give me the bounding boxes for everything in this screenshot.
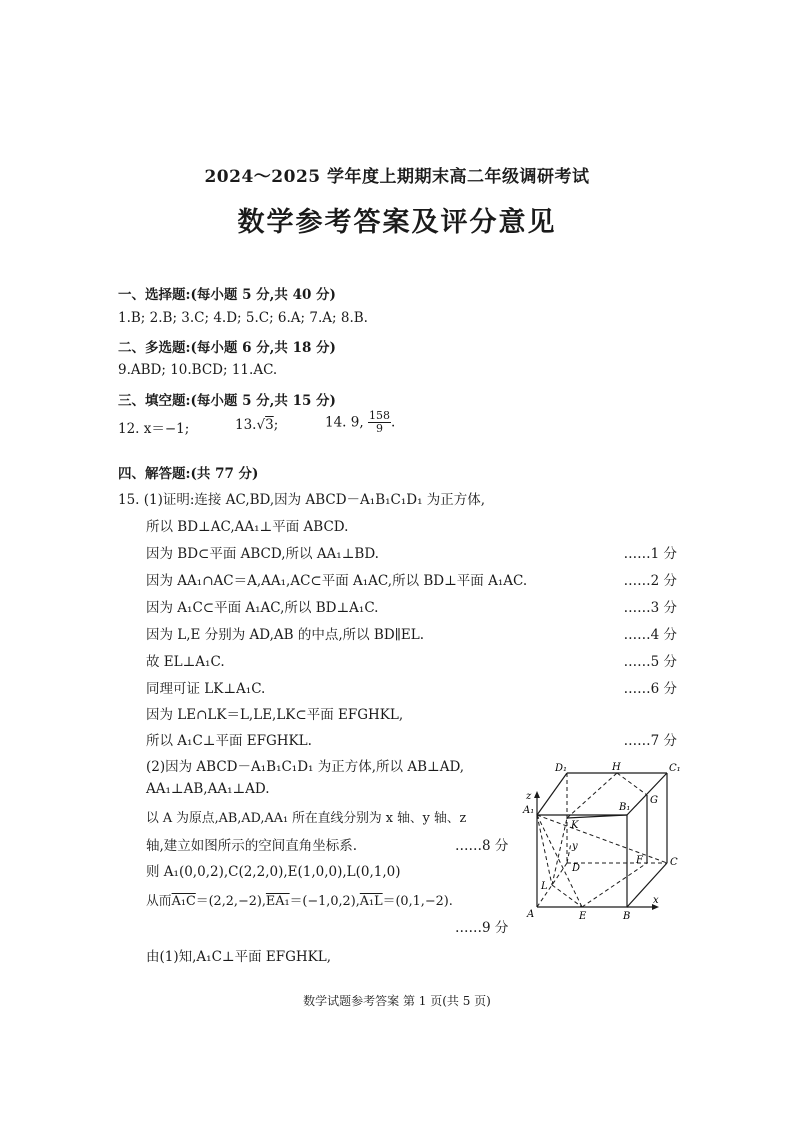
answer-14-suffix: . bbox=[390, 414, 396, 431]
q15-points-2: ……2 分 bbox=[623, 573, 677, 589]
q15-line-10: 所以 A₁C⊥平面 EFGHKL. bbox=[146, 733, 312, 749]
label-b1: B₁ bbox=[619, 802, 631, 813]
q15-line-16-prefix: 从而 bbox=[146, 894, 172, 909]
label-z: z bbox=[526, 791, 532, 802]
q15-line-6: 因为 L,E 分别为 AD,AB 的中点,所以 BD∥EL. bbox=[146, 627, 425, 643]
answer-14 bbox=[325, 410, 395, 435]
segment-k-h bbox=[567, 773, 617, 818]
segment-a1-l bbox=[537, 815, 552, 885]
answer-13 bbox=[235, 417, 278, 433]
y-axis bbox=[567, 843, 571, 863]
label-x: x bbox=[653, 895, 659, 906]
q15-line-5: 因为 A₁C⊂平面 A₁AC,所以 BD⊥A₁C. bbox=[146, 600, 379, 616]
cube-figure bbox=[515, 755, 690, 925]
fraction-numerator: 158 bbox=[368, 409, 390, 422]
document-title: 数学参考答案及评分意见 bbox=[237, 207, 557, 238]
z-arrow-icon bbox=[534, 791, 540, 798]
q15-line-12: AA₁⊥AB,AA₁⊥AD. bbox=[146, 781, 270, 797]
label-c: C bbox=[670, 857, 678, 868]
segment-e-f bbox=[582, 863, 647, 907]
q15-line-14: 轴,建立如图所示的空间直角坐标系. bbox=[146, 838, 358, 854]
label-e: E bbox=[579, 911, 587, 922]
q15-points-7: ……7 分 bbox=[623, 733, 677, 749]
label-k: K bbox=[571, 820, 579, 831]
q15-line-7: 故 EL⊥A₁C. bbox=[146, 654, 225, 670]
label-f: F bbox=[636, 855, 643, 866]
label-d: D bbox=[572, 863, 581, 874]
segment-l-k bbox=[552, 818, 567, 885]
exam-title: 2024～2025 学年度上期期末高二年级调研考试 bbox=[204, 167, 590, 187]
q15-line-9: 因为 LE∩LK＝L,LE,LK⊂平面 EFGHKL, bbox=[146, 707, 404, 723]
answer-14-prefix: 14. 9, bbox=[325, 414, 364, 431]
section-2-answers: 9.ABD; 10.BCD; 11.AC. bbox=[118, 362, 278, 378]
q15-line-8: 同理可证 LK⊥A₁C. bbox=[146, 681, 266, 697]
q15-points-1: ……1 分 bbox=[623, 546, 677, 562]
page-footer: 数学试题参考答案 第 1 页(共 5 页) bbox=[303, 994, 491, 1008]
q15-points-4: ……4 分 bbox=[623, 627, 677, 643]
section-4-heading: 四、解答题:(共 77 分) bbox=[118, 466, 259, 482]
q15-line-1: 15. (1)证明:连接 AC,BD,因为 ABCD－A₁B₁C₁D₁ 为正方体, bbox=[118, 492, 486, 508]
label-a1: A₁ bbox=[523, 805, 535, 816]
vector-a1l: A₁L bbox=[359, 894, 383, 909]
label-b: B bbox=[623, 911, 631, 922]
segment-h-g bbox=[617, 773, 647, 795]
vector-ea1: EA₁ bbox=[265, 894, 290, 909]
q15-line-11: (2)因为 ABCD－A₁B₁C₁D₁ 为正方体,所以 AB⊥AD, bbox=[146, 759, 465, 775]
edge-a1-d1 bbox=[537, 773, 567, 815]
front-face bbox=[537, 815, 627, 907]
answer-14-fraction bbox=[368, 410, 391, 435]
label-g: G bbox=[650, 795, 658, 806]
q15-line-17: 由(1)知,A₁C⊥平面 EFGHKL, bbox=[146, 949, 332, 965]
section-2-heading: 二、多选题:(每小题 6 分,共 18 分) bbox=[118, 340, 336, 356]
edge-b-c bbox=[627, 863, 667, 907]
vector-a1l-value: ＝(0,1,−2). bbox=[382, 894, 453, 909]
q15-line-2: 所以 BD⊥AC,AA₁⊥平面 ABCD. bbox=[146, 519, 349, 535]
label-a: A bbox=[527, 909, 535, 920]
vector-ea1-value: ＝(−1,0,2), bbox=[289, 894, 360, 909]
label-c1: C₁ bbox=[669, 763, 681, 774]
answer-13-value: 3 bbox=[265, 417, 274, 433]
q15-line-13: 以 A 为原点,AB,AD,AA₁ 所在直线分别为 x 轴、y 轴、z bbox=[146, 811, 467, 826]
fraction-denominator: 9 bbox=[375, 422, 383, 435]
answer-12 bbox=[118, 417, 189, 437]
q15-points-8: ……8 分 bbox=[455, 838, 509, 854]
vector-a1c: A₁C bbox=[171, 894, 196, 909]
q15-points-9: ……9 分 bbox=[455, 920, 509, 936]
section-1-heading: 一、选择题:(每小题 5 分,共 40 分) bbox=[118, 287, 336, 303]
label-d1: D₁ bbox=[555, 763, 568, 774]
segment-l-e bbox=[552, 885, 582, 907]
answer-12-text: 12. x＝−1; bbox=[118, 421, 190, 437]
label-h: H bbox=[612, 762, 621, 773]
section-1-answers: 1.B; 2.B; 3.C; 4.D; 5.C; 6.A; 7.A; 8.B. bbox=[118, 310, 368, 326]
q15-line-16 bbox=[146, 890, 453, 909]
vector-a1c-value: ＝(2,2,−2), bbox=[195, 894, 266, 909]
answer-13-suffix: ; bbox=[273, 417, 279, 433]
q15-points-6: ……6 分 bbox=[623, 681, 677, 697]
q15-points-5: ……5 分 bbox=[623, 654, 677, 670]
answer-13-prefix: 13. bbox=[235, 417, 257, 433]
q15-line-3: 因为 BD⊂平面 ABCD,所以 AA₁⊥BD. bbox=[146, 546, 379, 562]
label-l: L bbox=[541, 881, 548, 892]
q15-line-4: 因为 AA₁∩AC＝A,AA₁,AC⊂平面 A₁AC,所以 BD⊥平面 A₁AC. bbox=[146, 573, 528, 589]
label-y: y bbox=[572, 841, 578, 852]
q15-line-15: 则 A₁(0,0,2),C(2,2,0),E(1,0,0),L(0,1,0) bbox=[146, 864, 401, 880]
sqrt-symbol: √ bbox=[256, 417, 266, 433]
section-3-heading: 三、填空题:(每小题 5 分,共 15 分) bbox=[118, 393, 336, 409]
q15-points-3: ……3 分 bbox=[623, 600, 677, 616]
